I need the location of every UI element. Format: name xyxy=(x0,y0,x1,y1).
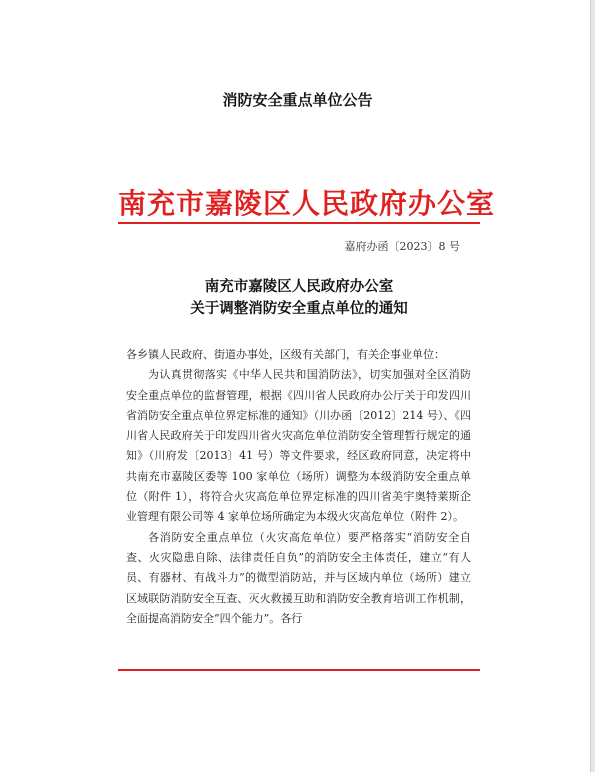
red-footer-rule xyxy=(118,669,480,671)
document-body xyxy=(126,345,471,629)
document-title-line2: 关于调整消防安全重点单位的通知 xyxy=(190,300,408,317)
body-paragraph-1: 为认真贯彻落实《中华人民共和国消防法》，切实加强对全区消防安全重点单位的监督管理，根据《四川省人民政府办公厅关于印发四川省消防安全重点单位界定标准的通知》（川办函〔2012〕214 号）、《四川省人民政府关于印发四川省火灾高危单位消防安全管理暂行规定的通知》（川府发〔2013〕41 号）等文件要求，经区政府同意，决定将中共南充市嘉陵区委等 100 家单位（场所）调整为本级消防安全重点单位（附件 1），将符合火灾高危单位界定标准的四川省美宇奥特莱斯企业管理有限公司等 4 家单位场所确定为本级火灾高危单位（附件 2）。 xyxy=(126,368,471,524)
official-document xyxy=(118,170,496,680)
document-title-line1: 南充市嘉陵区人民政府办公室 xyxy=(204,278,394,295)
body-paragraph-2: 各消防安全重点单位（火灾高危单位）要严格落实“消防安全自查、火灾隐患自除、法律责任自负”的消防安全主体责任，建立“有人员、有器材、有战斗力”的微型消防站，并与区域内单位（场所）建立区域联防消防安全互查、灭火救援互助和消防安全教育培训工作机制，全面提高消防安全“四个能力”。各行 xyxy=(126,530,471,625)
issuer-header: 南充市嘉陵区人民政府办公室 xyxy=(118,187,496,220)
page-edge-shadow xyxy=(591,0,595,772)
page-heading: 消防安全重点单位公告 xyxy=(222,91,373,109)
red-header-rule xyxy=(118,222,480,224)
document-number: 嘉府办函〔2023〕8 号 xyxy=(344,240,460,253)
salutation: 各乡镇人民政府、街道办事处，区级有关部门，有关企事业单位： xyxy=(126,348,445,361)
